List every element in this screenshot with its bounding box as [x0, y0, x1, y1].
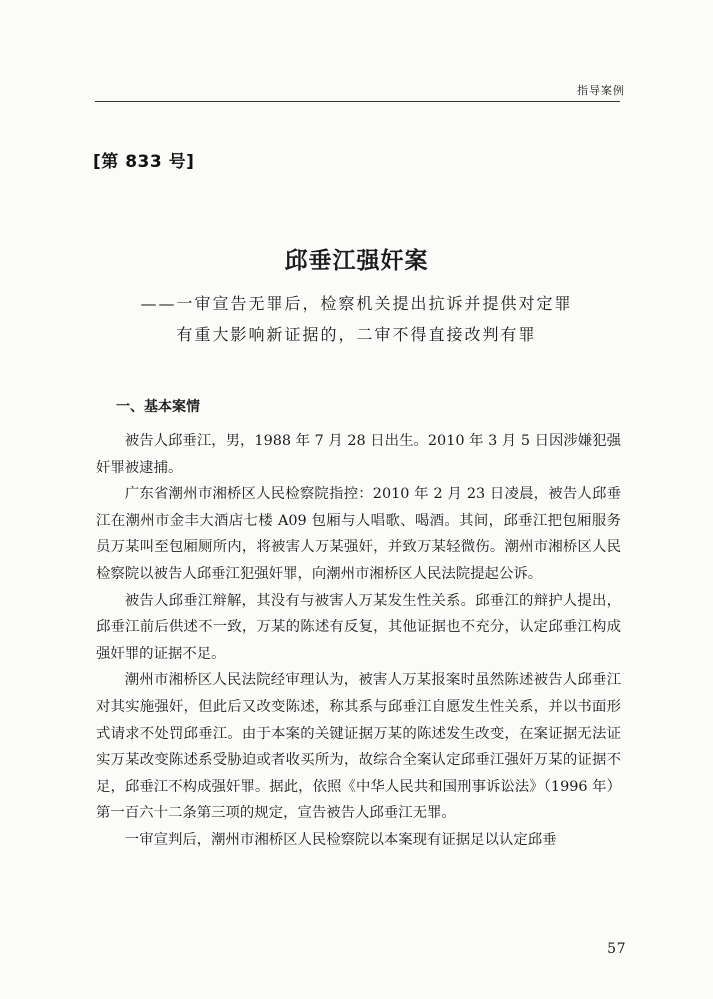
- case-number: [第 833 号]: [93, 152, 195, 172]
- paragraph: 被告人邱垂江，男，1988 年 7 月 28 日出生。2010 年 3 月 5 日因涉嫌犯强奸罪被逮捕。: [96, 433, 621, 476]
- page-number: 57: [607, 941, 626, 957]
- paragraph: 广东省潮州市湘桥区人民检察院指控：2010 年 2 月 23 日凌晨，被告人邱垂江在潮州市金丰大酒店七楼 A09 包厢与人唱歌、喝酒。其间，邱垂江把包厢服务员万某叫至包厢厕所内，将被害人万某强奸，并致万某轻微伤。潮州市湘桥区人民检察院以被告人邱垂江犯强奸罪，向潮州市湘桥区人民法院提起公诉。: [96, 486, 621, 582]
- running-header: 指导案例: [577, 84, 625, 97]
- subtitle-line-2: 有重大影响新证据的，二审不得直接改判有罪: [176, 325, 537, 344]
- header-divider: [95, 101, 620, 102]
- paragraph: 被告人邱垂江辩解，其没有与被害人万某发生性关系。邱垂江的辩护人提出，邱垂江前后供述不一致，万某的陈述有反复，其他证据也不充分，认定邱垂江构成强奸罪的证据不足。: [96, 592, 621, 662]
- page-title: 邱垂江强奸案: [284, 247, 429, 274]
- body-text: [96, 428, 621, 854]
- subtitle-line-1: ——一审宣告无罪后，检察机关提出抗诉并提供对定罪: [140, 294, 573, 313]
- paragraph: 潮州市湘桥区人民法院经审理认为，被害人万某报案时虽然陈述被告人邱垂江对其实施强奸，但此后又改变陈述，称其系与邱垂江自愿发生性关系，并以书面形式请求不处罚邱垂江。由于本案的关键证据万某的陈述发生改变，在案证据无法证实万某改变陈述系受胁迫或者收买所为，故综合全案认定邱垂江强奸万某的证据不足，邱垂江不构成强奸罪。据此，依照《中华人民共和国刑事诉讼法》（1996 年）第一百六十二条第三项的规定，宣告被告人邱垂江无罪。: [96, 672, 621, 822]
- paragraph: 一审宣判后，潮州市湘桥区人民检察院以本案现有证据足以认定邱垂: [124, 831, 557, 848]
- section-heading: 一、基本案情: [116, 399, 200, 415]
